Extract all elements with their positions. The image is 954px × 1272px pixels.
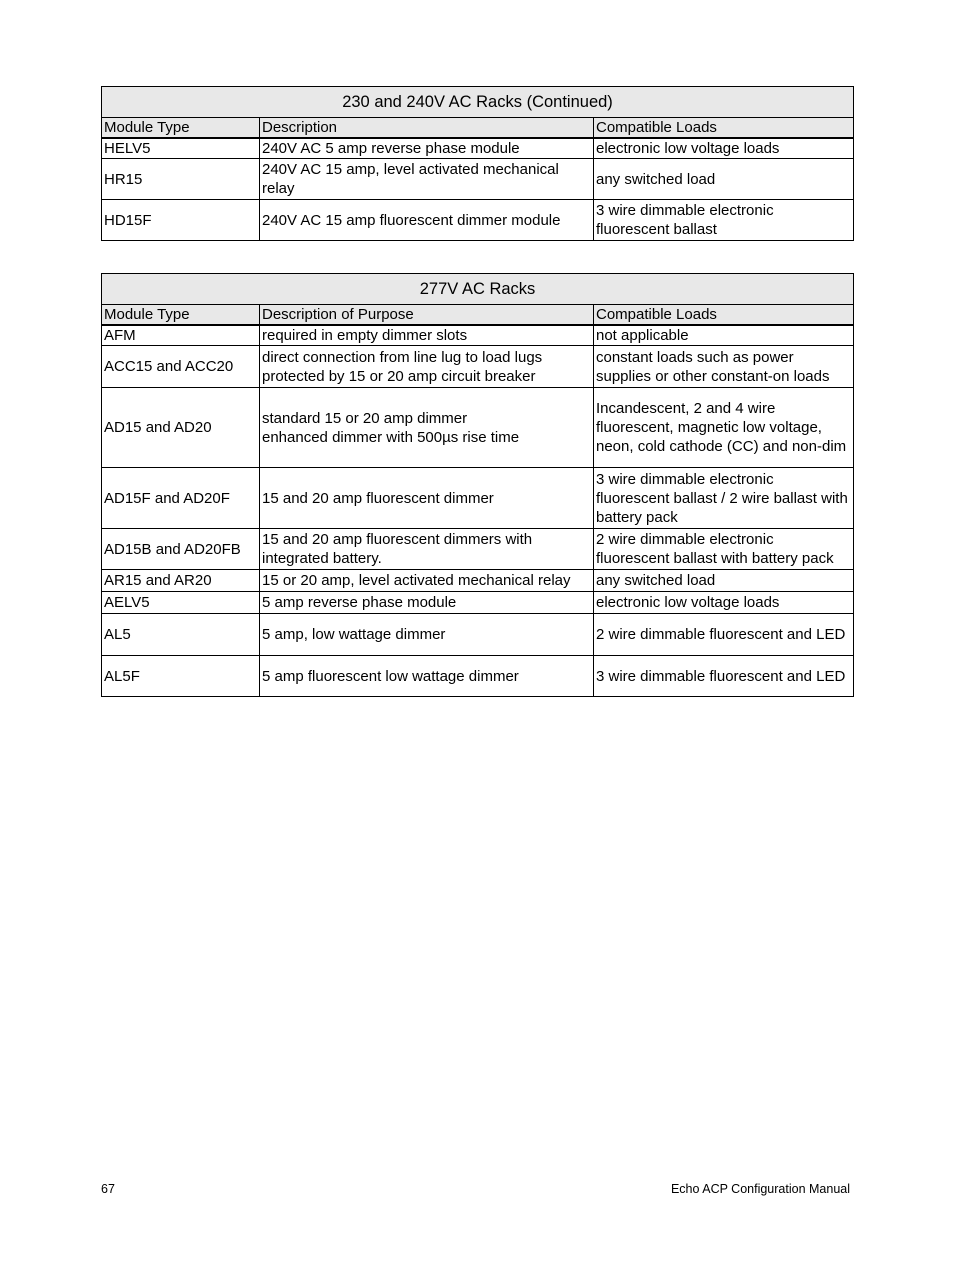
cell-module-type: HR15 bbox=[102, 159, 260, 200]
cell-description: required in empty dimmer slots bbox=[260, 325, 594, 346]
cell-module-type: AD15F and AD20F bbox=[102, 468, 260, 529]
table-row bbox=[102, 325, 854, 346]
table-230-240v-racks bbox=[101, 86, 854, 241]
cell-compatible-loads: 3 wire dimmable electronic fluorescent ballast bbox=[594, 200, 854, 241]
cell-description: standard 15 or 20 amp dimmer enhanced dimmer with 500µs rise time bbox=[260, 388, 594, 468]
cell-description: direct connection from line lug to load lugs protected by 15 or 20 amp circuit breaker bbox=[260, 346, 594, 388]
cell-description: 5 amp reverse phase module bbox=[260, 592, 594, 614]
cell-compatible-loads: 2 wire dimmable fluorescent and LED bbox=[594, 614, 854, 656]
cell-module-type: AD15 and AD20 bbox=[102, 388, 260, 468]
table-row bbox=[102, 614, 854, 656]
table-row bbox=[102, 200, 854, 241]
cell-description: 15 and 20 amp fluorescent dimmers with integrated battery. bbox=[260, 529, 594, 570]
table-row bbox=[102, 592, 854, 614]
column-header-compatible-loads: Compatible Loads bbox=[594, 305, 854, 326]
page-number: 67 bbox=[101, 1182, 115, 1196]
cell-description: 240V AC 15 amp, level activated mechanical relay bbox=[260, 159, 594, 200]
cell-compatible-loads: 2 wire dimmable electronic fluorescent ballast with battery pack bbox=[594, 529, 854, 570]
table-row bbox=[102, 468, 854, 529]
cell-compatible-loads: electronic low voltage loads bbox=[594, 592, 854, 614]
cell-compatible-loads: any switched load bbox=[594, 570, 854, 592]
cell-compatible-loads: Incandescent, 2 and 4 wire fluorescent, magnetic low voltage, neon, cold cathode (CC) and non-dim bbox=[594, 388, 854, 468]
cell-module-type: AD15B and AD20FB bbox=[102, 529, 260, 570]
cell-compatible-loads: not applicable bbox=[594, 325, 854, 346]
cell-module-type: AELV5 bbox=[102, 592, 260, 614]
cell-description: 15 or 20 amp, level activated mechanical relay bbox=[260, 570, 594, 592]
column-header-description: Description bbox=[260, 118, 594, 139]
cell-module-type: AL5F bbox=[102, 656, 260, 697]
table-title: 277V AC Racks bbox=[102, 274, 854, 305]
cell-module-type: AFM bbox=[102, 325, 260, 346]
cell-module-type: AL5 bbox=[102, 614, 260, 656]
table-row bbox=[102, 388, 854, 468]
cell-module-type: AR15 and AR20 bbox=[102, 570, 260, 592]
table-row bbox=[102, 570, 854, 592]
cell-description: 240V AC 15 amp fluorescent dimmer module bbox=[260, 200, 594, 241]
cell-compatible-loads: 3 wire dimmable electronic fluorescent ballast / 2 wire ballast with battery pack bbox=[594, 468, 854, 529]
cell-module-type: HELV5 bbox=[102, 138, 260, 159]
cell-module-type: HD15F bbox=[102, 200, 260, 241]
column-header-description-of-purpose: Description of Purpose bbox=[260, 305, 594, 326]
table-277v-racks bbox=[101, 273, 854, 697]
cell-description: 5 amp fluorescent low wattage dimmer bbox=[260, 656, 594, 697]
column-header-compatible-loads: Compatible Loads bbox=[594, 118, 854, 139]
cell-compatible-loads: 3 wire dimmable fluorescent and LED bbox=[594, 656, 854, 697]
manual-name: Echo ACP Configuration Manual bbox=[670, 1182, 850, 1196]
cell-description: 15 and 20 amp fluorescent dimmer bbox=[260, 468, 594, 529]
table-row bbox=[102, 346, 854, 388]
cell-compatible-loads: constant loads such as power supplies or other constant-on loads bbox=[594, 346, 854, 388]
cell-description: 240V AC 5 amp reverse phase module bbox=[260, 138, 594, 159]
table-row bbox=[102, 529, 854, 570]
table-row bbox=[102, 656, 854, 697]
cell-module-type: ACC15 and ACC20 bbox=[102, 346, 260, 388]
cell-compatible-loads: electronic low voltage loads bbox=[594, 138, 854, 159]
table-row bbox=[102, 138, 854, 159]
table-title: 230 and 240V AC Racks (Continued) bbox=[102, 87, 854, 118]
cell-compatible-loads: any switched load bbox=[594, 159, 854, 200]
column-header-module-type: Module Type bbox=[102, 305, 260, 326]
table-row bbox=[102, 159, 854, 200]
cell-description: 5 amp, low wattage dimmer bbox=[260, 614, 594, 656]
column-header-module-type: Module Type bbox=[102, 118, 260, 139]
